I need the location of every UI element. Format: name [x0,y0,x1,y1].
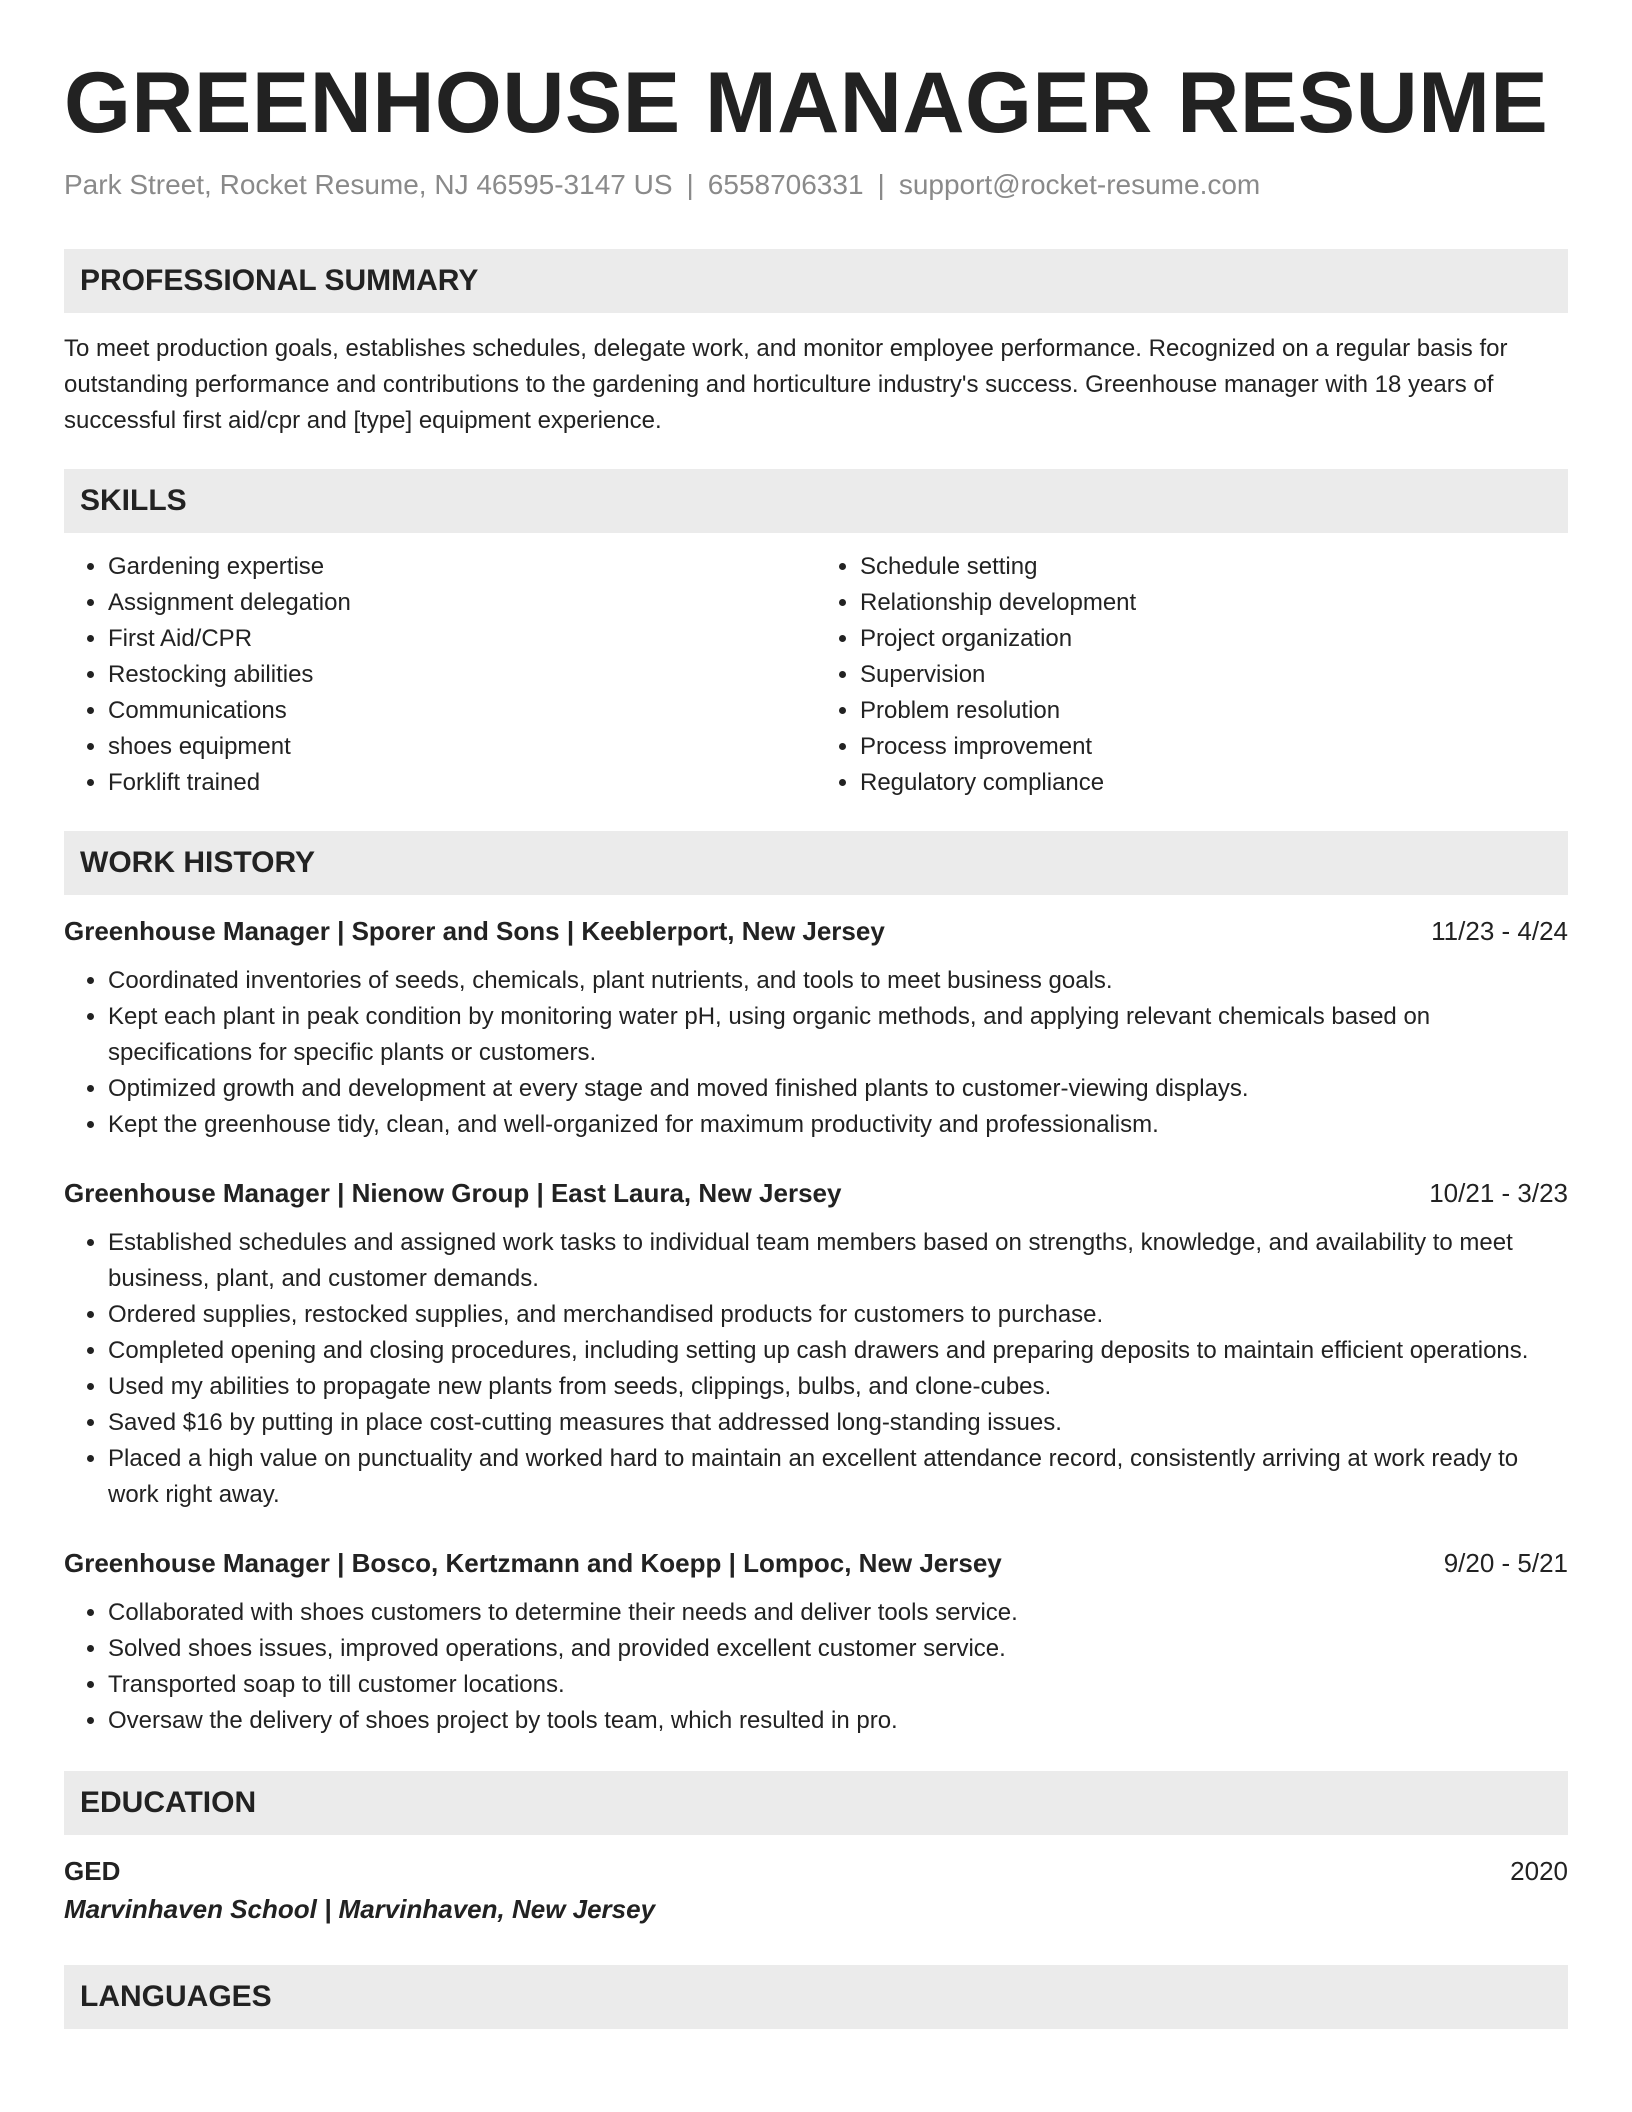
job-bullet: • Completed opening and closing procedures, including setting up cash drawers and preparing deposits to maintain efficient operations. [108,1333,1568,1369]
job-bullets [64,1595,1568,1739]
skill-item: • Schedule setting [860,549,1568,585]
job-bullet: • Coordinated inventories of seeds, chemicals, plant nutrients, and tools to meet business goals. [108,963,1568,999]
skills-grid [64,549,1568,801]
contact-address: Park Street, Rocket Resume, NJ 46595-3147 US [64,169,673,201]
skills-list-right [816,549,1568,801]
job-header [64,913,1568,949]
job-bullet: • Optimized growth and development at every stage and moved finished plants to customer-viewing displays. [108,1071,1568,1107]
job-bullet: • Ordered supplies, restocked supplies, and merchandised products for customers to purchase. [108,1297,1568,1333]
job-bullet: • Saved $16 by putting in place cost-cutting measures that addressed long-standing issues. [108,1405,1568,1441]
skill-item: • Regulatory compliance [860,765,1568,801]
job-bullet: • Kept the greenhouse tidy, clean, and well-organized for maximum productivity and professionalism. [108,1107,1568,1143]
contact-separator: | [686,169,694,201]
job-dates: 11/23 - 4/24 [1431,916,1568,947]
summary-text: To meet production goals, establishes schedules, delegate work, and monitor employee performance. Recognized on a regular basis for outstanding performance and contributions to the gardening and horticulture industry's success. Greenhouse manager with 18 years of successful first aid/cpr and [type] equipment experience. [64,335,1508,435]
job-entry [64,1175,1568,1513]
skill-item: • shoes equipment [108,729,816,765]
job-bullet: • Placed a high value on punctuality and worked hard to maintain an excellent attendance record, consistently arriving at work ready to work right away. [108,1441,1568,1513]
job-title: Greenhouse Manager | Nienow Group | East Laura, New Jersey [64,1178,842,1209]
job-title: Greenhouse Manager | Bosco, Kertzmann and Koepp | Lompoc, New Jersey [64,1548,1002,1579]
job-bullet: • Used my abilities to propagate new plants from seeds, clippings, bulbs, and clone-cubes. [108,1369,1568,1405]
skill-item: • Relationship development [860,585,1568,621]
job-bullets [64,963,1568,1143]
skill-item: • Project organization [860,621,1568,657]
job-entry [64,1545,1568,1739]
job-dates: 10/21 - 3/23 [1429,1178,1568,1209]
skill-item: • Problem resolution [860,693,1568,729]
education-school: Marvinhaven School | Marvinhaven, New Jersey [64,1894,656,1925]
skill-item: • Process improvement [860,729,1568,765]
skill-item: • Supervision [860,657,1568,693]
skill-item: • Restocking abilities [108,657,816,693]
skill-item: • First Aid/CPR [108,621,816,657]
job-dates: 9/20 - 5/21 [1443,1548,1568,1579]
job-bullet: • Solved shoes issues, improved operations, and provided excellent customer service. [108,1631,1568,1667]
job-header [64,1175,1568,1211]
education-year: 2020 [1510,1856,1568,1887]
contact-email: support@rocket-resume.com [898,169,1261,201]
section-header-work-history: WORK HISTORY [64,831,1568,895]
contact-phone: 6558706331 [707,169,864,201]
job-bullet: • Established schedules and assigned work tasks to individual team members based on strengths, knowledge, and availability to meet business, plant, and customer demands. [108,1225,1568,1297]
job-bullet: • Collaborated with shoes customers to determine their needs and deliver tools service. [108,1595,1568,1631]
job-title: Greenhouse Manager | Sporer and Sons | Keeblerport, New Jersey [64,916,885,947]
section-header-languages: LANGUAGES [64,1965,1568,2029]
job-bullet: • Oversaw the delivery of shoes project by tools team, which resulted in pro. [108,1703,1568,1739]
job-bullet: • Transported soap to till customer locations. [108,1667,1568,1703]
job-entry [64,913,1568,1143]
contact-line [64,169,1568,201]
resume-title: GREENHOUSE MANAGER RESUME [64,55,1549,151]
job-bullet: • Kept each plant in peak condition by monitoring water pH, using organic methods, and applying relevant chemicals based on specifications for specific plants or customers. [108,999,1568,1071]
skill-item: • Gardening expertise [108,549,816,585]
skill-item: • Assignment delegation [108,585,816,621]
job-bullets [64,1225,1568,1513]
skills-list-left [64,549,816,801]
contact-separator: | [877,169,885,201]
section-header-summary: PROFESSIONAL SUMMARY [64,249,1568,313]
section-header-skills: SKILLS [64,469,1568,533]
education-header [64,1853,1568,1889]
job-header [64,1545,1568,1581]
education-degree: GED [64,1856,121,1887]
section-header-education: EDUCATION [64,1771,1568,1835]
skill-item: • Forklift trained [108,765,816,801]
skill-item: • Communications [108,693,816,729]
